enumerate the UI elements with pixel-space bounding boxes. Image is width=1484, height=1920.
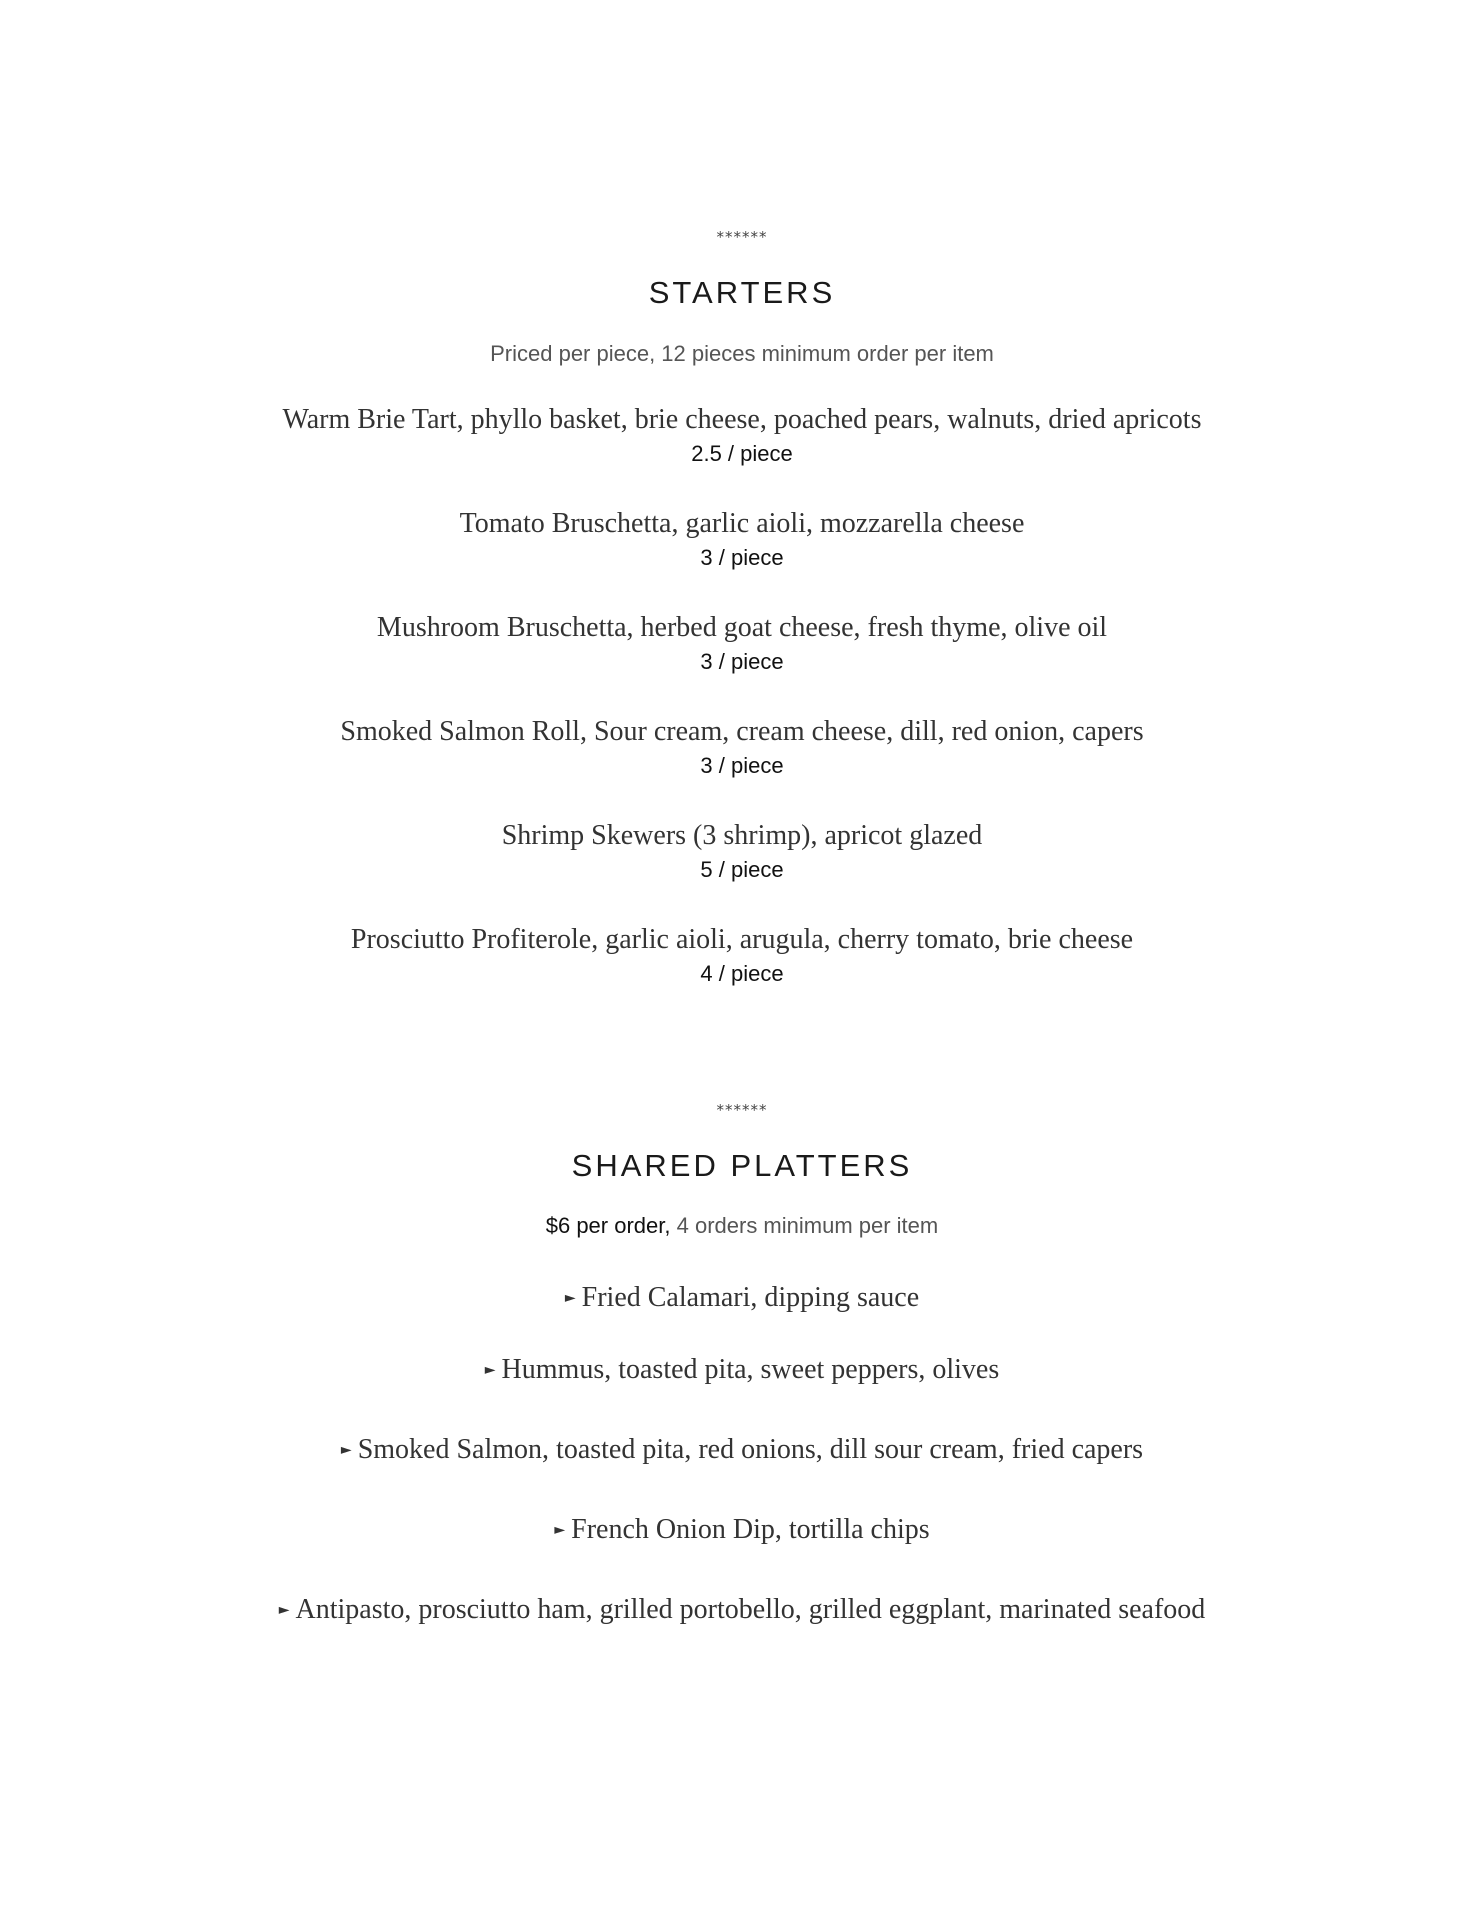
starter-item [0, 715, 1484, 781]
starter-item-price: 3 / piece [700, 545, 784, 570]
starters-note: Priced per piece, 12 pieces minimum order per item [490, 341, 994, 366]
platters-note [0, 1213, 1484, 1239]
triangle-right-icon: ► [484, 1362, 496, 1378]
starter-item-price: 2.5 / piece [691, 441, 793, 466]
platter-item-description: Hummus, toasted pita, sweet peppers, olives [501, 1354, 1000, 1385]
platter-item-description: Antipasto, prosciutto ham, grilled portobello, grilled eggplant, marinated seafood [295, 1594, 1206, 1625]
starter-item-description: Prosciutto Profiterole, garlic aioli, arugula, cherry tomato, brie cheese [350, 924, 1134, 955]
starter-item [0, 611, 1484, 677]
platters-title: SHARED PLATTERS [571, 1148, 913, 1183]
platter-item-description: Fried Calamari, dipping sauce [581, 1282, 920, 1313]
starter-item-description: Shrimp Skewers (3 shrimp), apricot glazed [501, 820, 983, 851]
starter-item-price: 3 / piece [700, 649, 784, 674]
starter-item-description: Smoked Salmon Roll, Sour cream, cream cheese, dill, red onion, capers [340, 716, 1144, 747]
platters-note-price: $6 per order, [545, 1213, 671, 1238]
triangle-right-icon: ► [278, 1602, 290, 1618]
platters-divider: ****** [716, 1101, 768, 1119]
platter-item [0, 1353, 1484, 1391]
starter-item-price: 3 / piece [700, 753, 784, 778]
starter-item-description: Warm Brie Tart, phyllo basket, brie cheese, poached pears, walnuts, dried apricots [282, 404, 1202, 435]
starter-item-price: 4 / piece [700, 961, 784, 986]
platter-item-description: French Onion Dip, tortilla chips [571, 1514, 930, 1545]
triangle-right-icon: ► [554, 1522, 566, 1538]
starter-item [0, 819, 1484, 885]
starter-item [0, 923, 1484, 989]
platter-item [0, 1513, 1484, 1551]
platter-item-description: Smoked Salmon, toasted pita, red onions, dill sour cream, fried capers [357, 1434, 1144, 1465]
platter-item [0, 1281, 1484, 1319]
platter-item [0, 1433, 1484, 1471]
starter-item [0, 403, 1484, 469]
starter-item-description: Tomato Bruschetta, garlic aioli, mozzarella cheese [459, 508, 1025, 539]
starter-item-price: 5 / piece [700, 857, 784, 882]
starters-divider: ****** [716, 228, 768, 246]
starter-item-description: Mushroom Bruschetta, herbed goat cheese, fresh thyme, olive oil [376, 612, 1108, 643]
starters-title: STARTERS [648, 275, 836, 310]
platter-item [0, 1593, 1484, 1631]
platters-note-minimum: 4 orders minimum per item [676, 1213, 939, 1238]
triangle-right-icon: ► [564, 1290, 576, 1306]
triangle-right-icon: ► [340, 1442, 352, 1458]
starter-item [0, 507, 1484, 573]
